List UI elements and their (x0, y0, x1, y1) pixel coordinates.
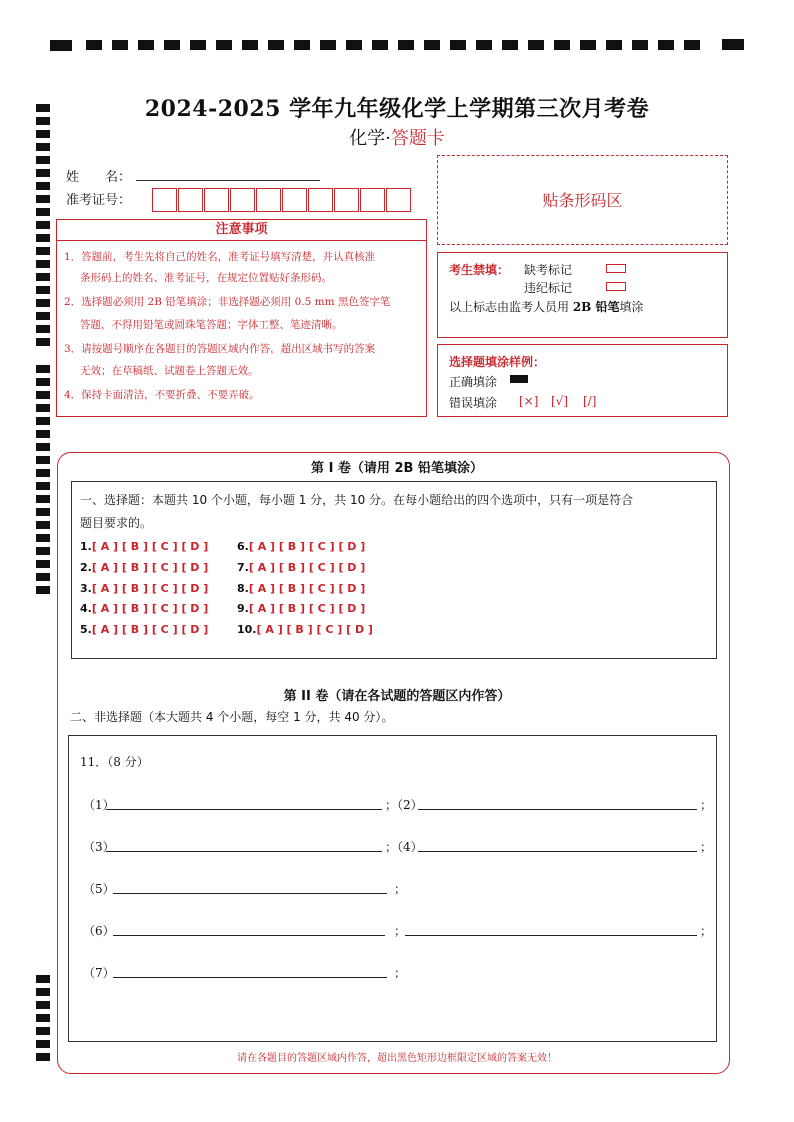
wrong-fill-label: 错误填涂 (449, 396, 498, 410)
notice-item: 1．答题前，考生先将自己的姓名，准考证号填写清楚，并认真核准 (64, 251, 376, 263)
blank-7-line[interactable] (113, 977, 387, 978)
choice-q7[interactable]: 7.[ A ] [ B ] [ C ] [ D ] (237, 561, 366, 574)
blank-4-line[interactable] (418, 851, 697, 852)
blank-6b-end: ； (700, 924, 713, 938)
blank-6b-line[interactable] (405, 935, 697, 936)
part2-title: 第 II 卷（请在各试题的答题区内作答） (283, 689, 511, 704)
subtitle-answer-card: 答题卡 (390, 128, 445, 149)
blank-1-line[interactable] (106, 809, 382, 810)
blank-6-sep: ； (394, 924, 407, 938)
choice-q8[interactable]: 8.[ A ] [ B ] [ C ] [ D ] (237, 582, 366, 595)
absent-mark-box[interactable] (606, 264, 626, 273)
choice-q1[interactable]: 1.[ A ] [ B ] [ C ] [ D ] (80, 540, 209, 553)
blank-5-label: （5） (83, 882, 115, 896)
choice-q2[interactable]: 2.[ A ] [ B ] [ C ] [ D ] (80, 561, 209, 574)
violation-mark-box[interactable] (606, 282, 626, 291)
blank-6-line[interactable] (113, 935, 385, 936)
choice-q4[interactable]: 4.[ A ] [ B ] [ C ] [ D ] (80, 602, 209, 615)
blank-4-end: ； (700, 840, 713, 854)
violation-mark-label: 违纪标记 (524, 281, 573, 295)
part2-instruction: 二、非选择题（本大题共 4 个小题，每空 1 分，共 40 分）。 (70, 710, 394, 724)
subtitle-prefix: 化学· (349, 128, 391, 149)
notice-item: 4．保持卡面清洁，不要折叠、不要弄破。 (64, 389, 260, 401)
notice-item: 无效；在草稿纸、试题卷上答题无效。 (80, 365, 259, 377)
page-title: 2024-2025 学年九年级化学上学期第三次月考卷 (144, 96, 650, 122)
blank-4-label: ；（4） (385, 840, 423, 854)
notice-item: 3．请按题号顺序在各题目的答题区域内作答，超出区域书写的答案 (64, 343, 376, 355)
examiner-note: 以上标志由监考人员用 2B 铅笔填涂 (449, 300, 644, 314)
notice-item: 答题，不得用铅笔或圆珠笔答题；字体工整、笔迹清晰。 (80, 319, 343, 331)
blank-2-line[interactable] (418, 809, 697, 810)
wrong-fill-check: [√] (551, 394, 569, 408)
name-label: 姓 名： (66, 170, 132, 185)
absent-mark-label: 缺考标记 (524, 263, 573, 277)
fill-example-box (437, 344, 728, 417)
blank-2-label: ；（2） (385, 798, 423, 812)
choice-q3[interactable]: 3.[ A ] [ B ] [ C ] [ D ] (80, 582, 209, 595)
choice-q5[interactable]: 5.[ A ] [ B ] [ C ] [ D ] (80, 623, 209, 636)
barcode-area[interactable] (437, 155, 728, 245)
blank-5-end: ； (394, 882, 407, 896)
blank-3-label: （3） (83, 840, 115, 854)
wrong-fill-slash: [/] (583, 394, 597, 408)
choice-q9[interactable]: 9.[ A ] [ B ] [ C ] [ D ] (237, 602, 366, 615)
notice-item: 条形码上的姓名、准考证号，在规定位置贴好条形码。 (80, 272, 332, 284)
choice-q6[interactable]: 6.[ A ] [ B ] [ C ] [ D ] (237, 540, 366, 553)
q11-label: 11．（8 分） (80, 755, 149, 769)
choice-q10[interactable]: 10.[ A ] [ B ] [ C ] [ D ] (237, 623, 373, 636)
examiner-only-box (437, 252, 728, 338)
part1-instruction-cont: 题目要求的。 (80, 516, 153, 530)
examiner-only-title: 考生禁填： (449, 263, 510, 277)
blank-3-line[interactable] (106, 851, 382, 852)
footer-warning: 请在各题目的答题区域内作答，超出黑色矩形边框限定区域的答案无效！ (237, 1053, 557, 1064)
notice-title: 注意事项 (56, 219, 427, 241)
blank-1-label: （1） (83, 798, 115, 812)
part1-instruction: 一、选择题：本题共 10 个小题，每小题 1 分，共 10 分。在每小题给出的四个选项中，只有一项是符合 (80, 493, 634, 507)
fill-example-title: 选择题填涂样例： (449, 355, 546, 369)
blank-6-label: （6） (83, 924, 115, 938)
blank-7-end: ； (394, 966, 407, 980)
blank-5-line[interactable] (113, 893, 387, 894)
wrong-fill-cross: [×] (519, 394, 539, 408)
page-subtitle (0, 124, 794, 150)
correct-fill-sample (510, 375, 528, 383)
blank-7-label: （7） (83, 966, 115, 980)
name-field[interactable] (136, 180, 320, 181)
notice-item: 2．选择题必须用 2B 铅笔填涂；非选择题必须用 0.5 mm 黑色签字笔 (64, 296, 391, 308)
blank-2-end: ； (700, 798, 713, 812)
q11-answer-box (68, 735, 717, 1042)
exam-id-label: 准考证号： (66, 193, 132, 208)
barcode-label: 贴条形码区 (542, 191, 623, 210)
correct-fill-label: 正确填涂 (449, 375, 498, 389)
part1-title: 第 I 卷（请用 2B 铅笔填涂） (311, 461, 483, 476)
